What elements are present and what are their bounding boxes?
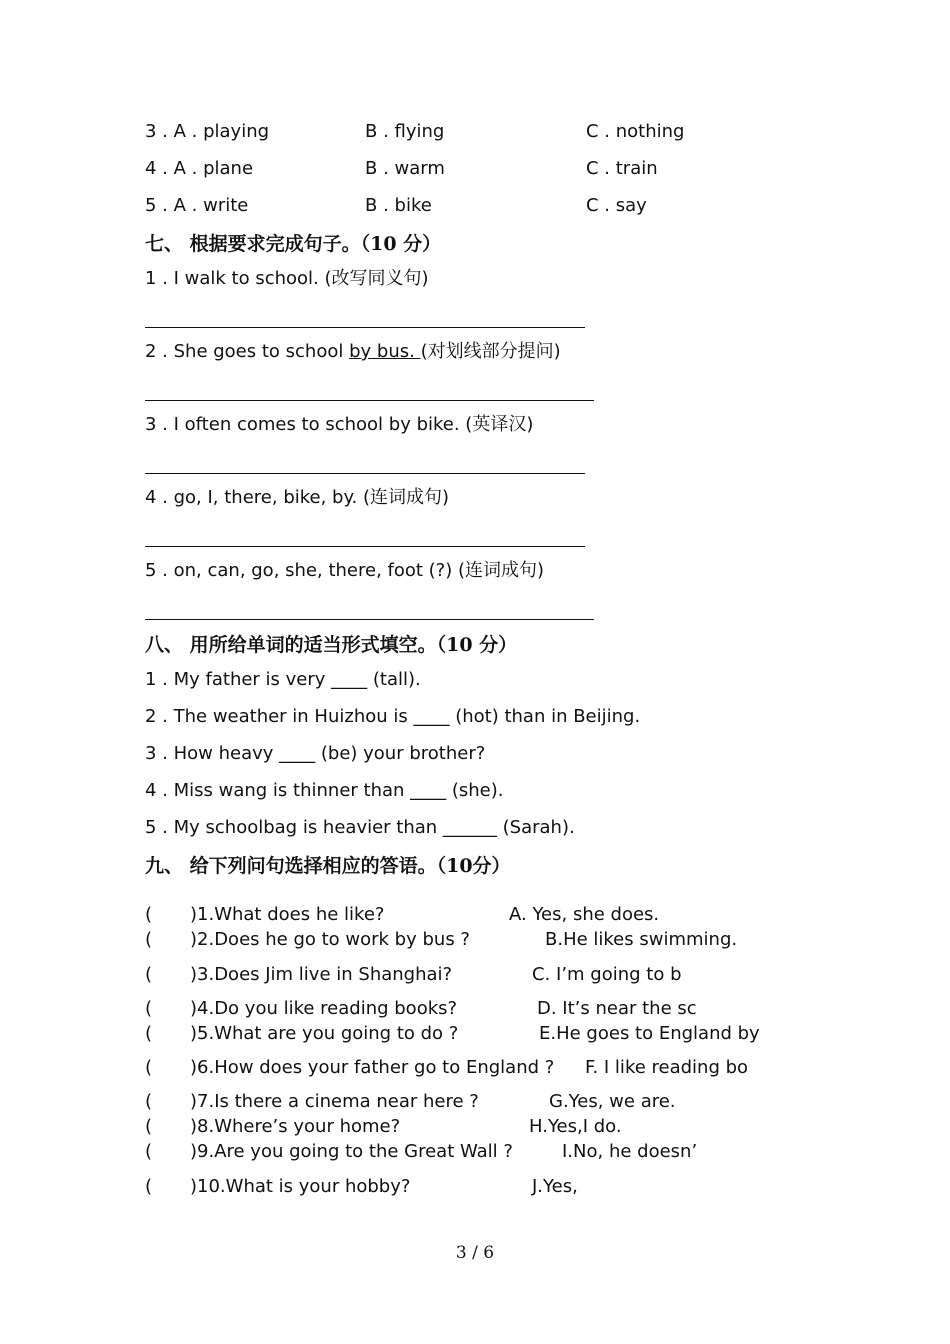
answer-option: I.No, he doesn’ [562,1141,698,1162]
option-b: B . flying [365,121,445,142]
s8-item-1: 1 . My father is very ____ (tall). [145,669,421,690]
answer-option: F. I like reading bo [585,1057,749,1078]
answer-blank[interactable]: ( [145,929,153,950]
answer-line-4[interactable] [145,546,585,547]
section9-heading: 九、 给下列问句选择相应的答语。（10分） [145,855,511,877]
question: )7.Is there a cinema near here ? [190,1091,479,1112]
answer-option: E.He goes to England by [539,1023,760,1044]
option-b: B . warm [365,158,445,179]
answer-blank[interactable]: ( [145,998,153,1019]
answer-blank[interactable]: ( [145,1176,153,1197]
s8-item-3: 3 . How heavy ____ (be) your brother? [145,743,486,764]
answer-blank[interactable]: ( [145,964,153,985]
answer-option: D. It’s near the sc [537,998,697,1019]
option-c: C . say [586,195,647,216]
answer-blank[interactable]: ( [145,904,153,925]
option-c: C . nothing [586,121,685,142]
answer-option: J.Yes, [532,1176,578,1197]
s8-item-4: 4 . Miss wang is thinner than ____ (she). [145,780,504,801]
answer-line-1[interactable] [145,327,585,328]
s8-item-5: 5 . My schoolbag is heavier than ______ (Sarah). [145,817,575,838]
answer-line-5[interactable] [145,619,594,620]
page-number: 3 / 6 [455,1243,495,1263]
answer-option: G.Yes, we are. [549,1091,676,1112]
answer-blank[interactable]: ( [145,1091,153,1112]
s7-item-2-underlined: by bus. [349,341,421,362]
section7-heading: 七、 根据要求完成句子。（10 分） [145,233,442,255]
s7-item-2-pre: 2 . She goes to school [145,341,350,362]
answer-blank[interactable]: ( [145,1057,153,1078]
option-b: B . bike [365,195,432,216]
answer-option: C. I’m going to b [532,964,682,985]
s7-item-4: 4 . go, I, there, bike, by. (连词成句) [145,487,450,508]
s7-item-3: 3 . I often comes to school by bike. (英译汉) [145,414,534,435]
question: )4.Do you like reading books? [190,998,458,1019]
answer-blank[interactable]: ( [145,1116,153,1137]
option-c: C . train [586,158,658,179]
answer-option: H.Yes,I do. [529,1116,622,1137]
option-a: 4 . A . plane [145,158,254,179]
option-a: 5 . A . write [145,195,249,216]
s7-item-2-post: (对划线部分提问) [420,341,561,362]
answer-blank[interactable]: ( [145,1141,153,1162]
s7-item-5: 5 . on, can, go, she, there, foot (?) (连词成句) [145,560,545,581]
question: )10.What is your hobby? [190,1176,411,1197]
answer-blank[interactable]: ( [145,1023,153,1044]
s7-item-2 [145,341,561,363]
answer-line-3[interactable] [145,473,585,474]
option-a: 3 . A . playing [145,121,270,142]
question: )9.Are you going to the Great Wall ? [190,1141,513,1162]
question: )6.How does your father go to England ? [190,1057,555,1078]
question: )5.What are you going to do ? [190,1023,459,1044]
answer-line-2[interactable] [145,400,594,401]
section8-heading: 八、 用所给单词的适当形式填空。（10 分） [145,634,518,656]
question: )3.Does Jim live in Shanghai? [190,964,453,985]
question: )1.What does he like? [190,904,385,925]
s8-item-2: 2 . The weather in Huizhou is ____ (hot) than in Beijing. [145,706,641,727]
answer-option: A. Yes, she does. [509,904,660,925]
question: )2.Does he go to work by bus ? [190,929,470,950]
answer-option: B.He likes swimming. [545,929,738,950]
question: )8.Where’s your home? [190,1116,401,1137]
s7-item-1: 1 . I walk to school. (改写同义句) [145,268,429,289]
